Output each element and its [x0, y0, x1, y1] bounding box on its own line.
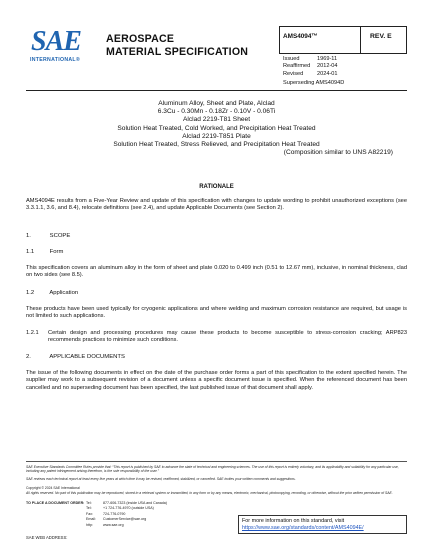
contact-key: Tel: [86, 501, 92, 505]
contact-value: 724-776-0790 [103, 511, 126, 516]
section-number: 2. [26, 354, 31, 360]
title-block-line: Solution Heat Treated, Cold Worked, and Precipitation Heat Treated [117, 124, 316, 132]
footer-copyright: Copyright © 2024 SAE International [26, 486, 80, 490]
contact-row [26, 523, 167, 528]
date-label: Revised [283, 70, 304, 77]
title-block-line: Alclad 2219-T851 Plate [182, 132, 251, 140]
section-title: Form [49, 249, 64, 255]
section-title: Application [49, 290, 79, 296]
standard-info-box [238, 515, 407, 534]
date-value: 1969-11 [317, 56, 338, 62]
contact-key: Fax: [86, 511, 93, 516]
section-2-text: The issue of the following documents in effect on the date of the purchase order forms a part of this specification to the extent specified herein. The supplier may work to a subsequent revision of a document unless a specific document issue is specified. When the referenced document has been cancelled and no superseding document has been specified, the last published issue of that document shall apply. [26, 370, 407, 391]
section-1-2-1-number: 1.2.1 [26, 330, 39, 336]
superseding-note: Superseding AMS4094D [283, 80, 345, 86]
date-value: 2024-01 [317, 70, 338, 77]
title-line-1: AEROSPACE [106, 33, 175, 45]
title-block-line: Solution Heat Treated, Stress Relieved, and Precipitation Heat Treated [113, 141, 320, 149]
contact-key: http: [86, 522, 93, 527]
order-contacts [26, 501, 167, 528]
info-box-text: For more information on this standard, visit [242, 518, 345, 524]
material-title-block [26, 100, 407, 157]
section-number: 1.2 [26, 290, 35, 296]
date-row [283, 63, 338, 70]
box-divider [360, 27, 361, 53]
section-1-1-heading [26, 249, 63, 255]
title-line-2: MATERIAL SPECIFICATION [106, 45, 249, 58]
section-number: 1.1 [26, 249, 35, 255]
document-type-title [106, 33, 248, 58]
section-1-2-1-text: Certain design and processing procedures may cause these products to become susceptible to stress-corrosion cracking; ARP823 recommends practices to minimize such conditions. [48, 330, 407, 344]
date-row [283, 56, 338, 63]
footer-rule [26, 461, 407, 462]
logo-text: SAE [31, 26, 81, 57]
date-table [283, 56, 338, 78]
contact-value: +1 724-776-4970 (outside USA) [103, 506, 154, 511]
title-block-line: (Composition similar to UNS A82219) [283, 149, 393, 157]
section-number: 1. [26, 233, 31, 239]
order-label: TO PLACE A DOCUMENT ORDER: [26, 501, 85, 505]
date-label: Reaffirmed [283, 63, 311, 70]
contact-value[interactable]: www.sae.org [103, 522, 124, 527]
contact-key: Tel: [86, 506, 92, 511]
section-title: APPLICABLE DOCUMENTS [49, 354, 125, 360]
title-block-line: 6.3Cu - 0.30Mn - 0.18Zr - 0.10V - 0.06Ti [157, 108, 276, 116]
section-2-heading [26, 354, 125, 360]
title-block-line: Aluminum Alloy, Sheet and Plate, Alclad [158, 100, 275, 107]
section-1-1-text: This specification covers an aluminum alloy in the form of sheet and plate 0.020 to 0.499 inch (0.51 to 12.67 mm), inclusive, in nominal thickness, clad on two sides (see 8.5). [26, 265, 407, 279]
footer-notice-2: SAE reviews each technical report at least every five years at which time it may be revised, reaffirmed, stabilized, or cancelled. SAE invites your written comments and suggestions. [26, 477, 296, 481]
section-1-heading [26, 233, 70, 239]
contact-value[interactable]: CustomerService@sae.org [103, 517, 147, 522]
standard-url-link[interactable]: https://www.sae.org/standards/content/AMS4094E/ [242, 525, 364, 531]
title-block-line: Alclad 2219-T81 Sheet [182, 116, 251, 124]
date-value: 2012-04 [317, 63, 338, 70]
rationale-heading: RATIONALE [199, 184, 234, 190]
logo-subtext: INTERNATIONAL® [30, 57, 80, 63]
section-1-2-heading [26, 290, 78, 296]
contact-value: 877-606-7323 (inside USA and Canada) [103, 501, 167, 505]
web-address-label: SAE WEB ADDRESS: [26, 535, 68, 540]
contact-key: Email: [86, 517, 96, 522]
header-rule [26, 90, 407, 91]
section-1-2-text: These products have been used typically for cryogenic applications and where welding and maximum corrosion resistance are required, but usage is not limited to such applications. [26, 306, 407, 320]
footer-rights: All rights reserved. No part of this publication may be reproduced, stored in a retrieval system or transmitted, in any form or by any means, electronic, mechanical, photocopying, recording, or otherwise, without the prior written permission of SAE. [26, 491, 393, 495]
footer-notice-1: SAE Executive Standards Committee Rules provide that: “This report is published by SAE to advance the state of technical and engineering sciences. The use of this report is entirely voluntary, and its applicability and suitability for any particular use, including any patent infringement arising therefrom, is the sole responsibility of the user.” [26, 465, 399, 474]
revision-label: REV. E [370, 33, 392, 40]
rationale-text: AMS4094E results from a Five-Year Review and update of this specification with changes to update wording to prohibit unauthorized exceptions (see 3.3.1.1, 3.6, and 8.4), relocate definitions (see 2.4), and update Applicable Documents (see Section 2). [26, 198, 407, 212]
date-row [283, 71, 338, 78]
date-label: Issued [283, 56, 300, 62]
document-id-box [279, 26, 407, 54]
document-number: AMS4094™ [283, 33, 318, 40]
section-title: SCOPE [49, 233, 71, 239]
